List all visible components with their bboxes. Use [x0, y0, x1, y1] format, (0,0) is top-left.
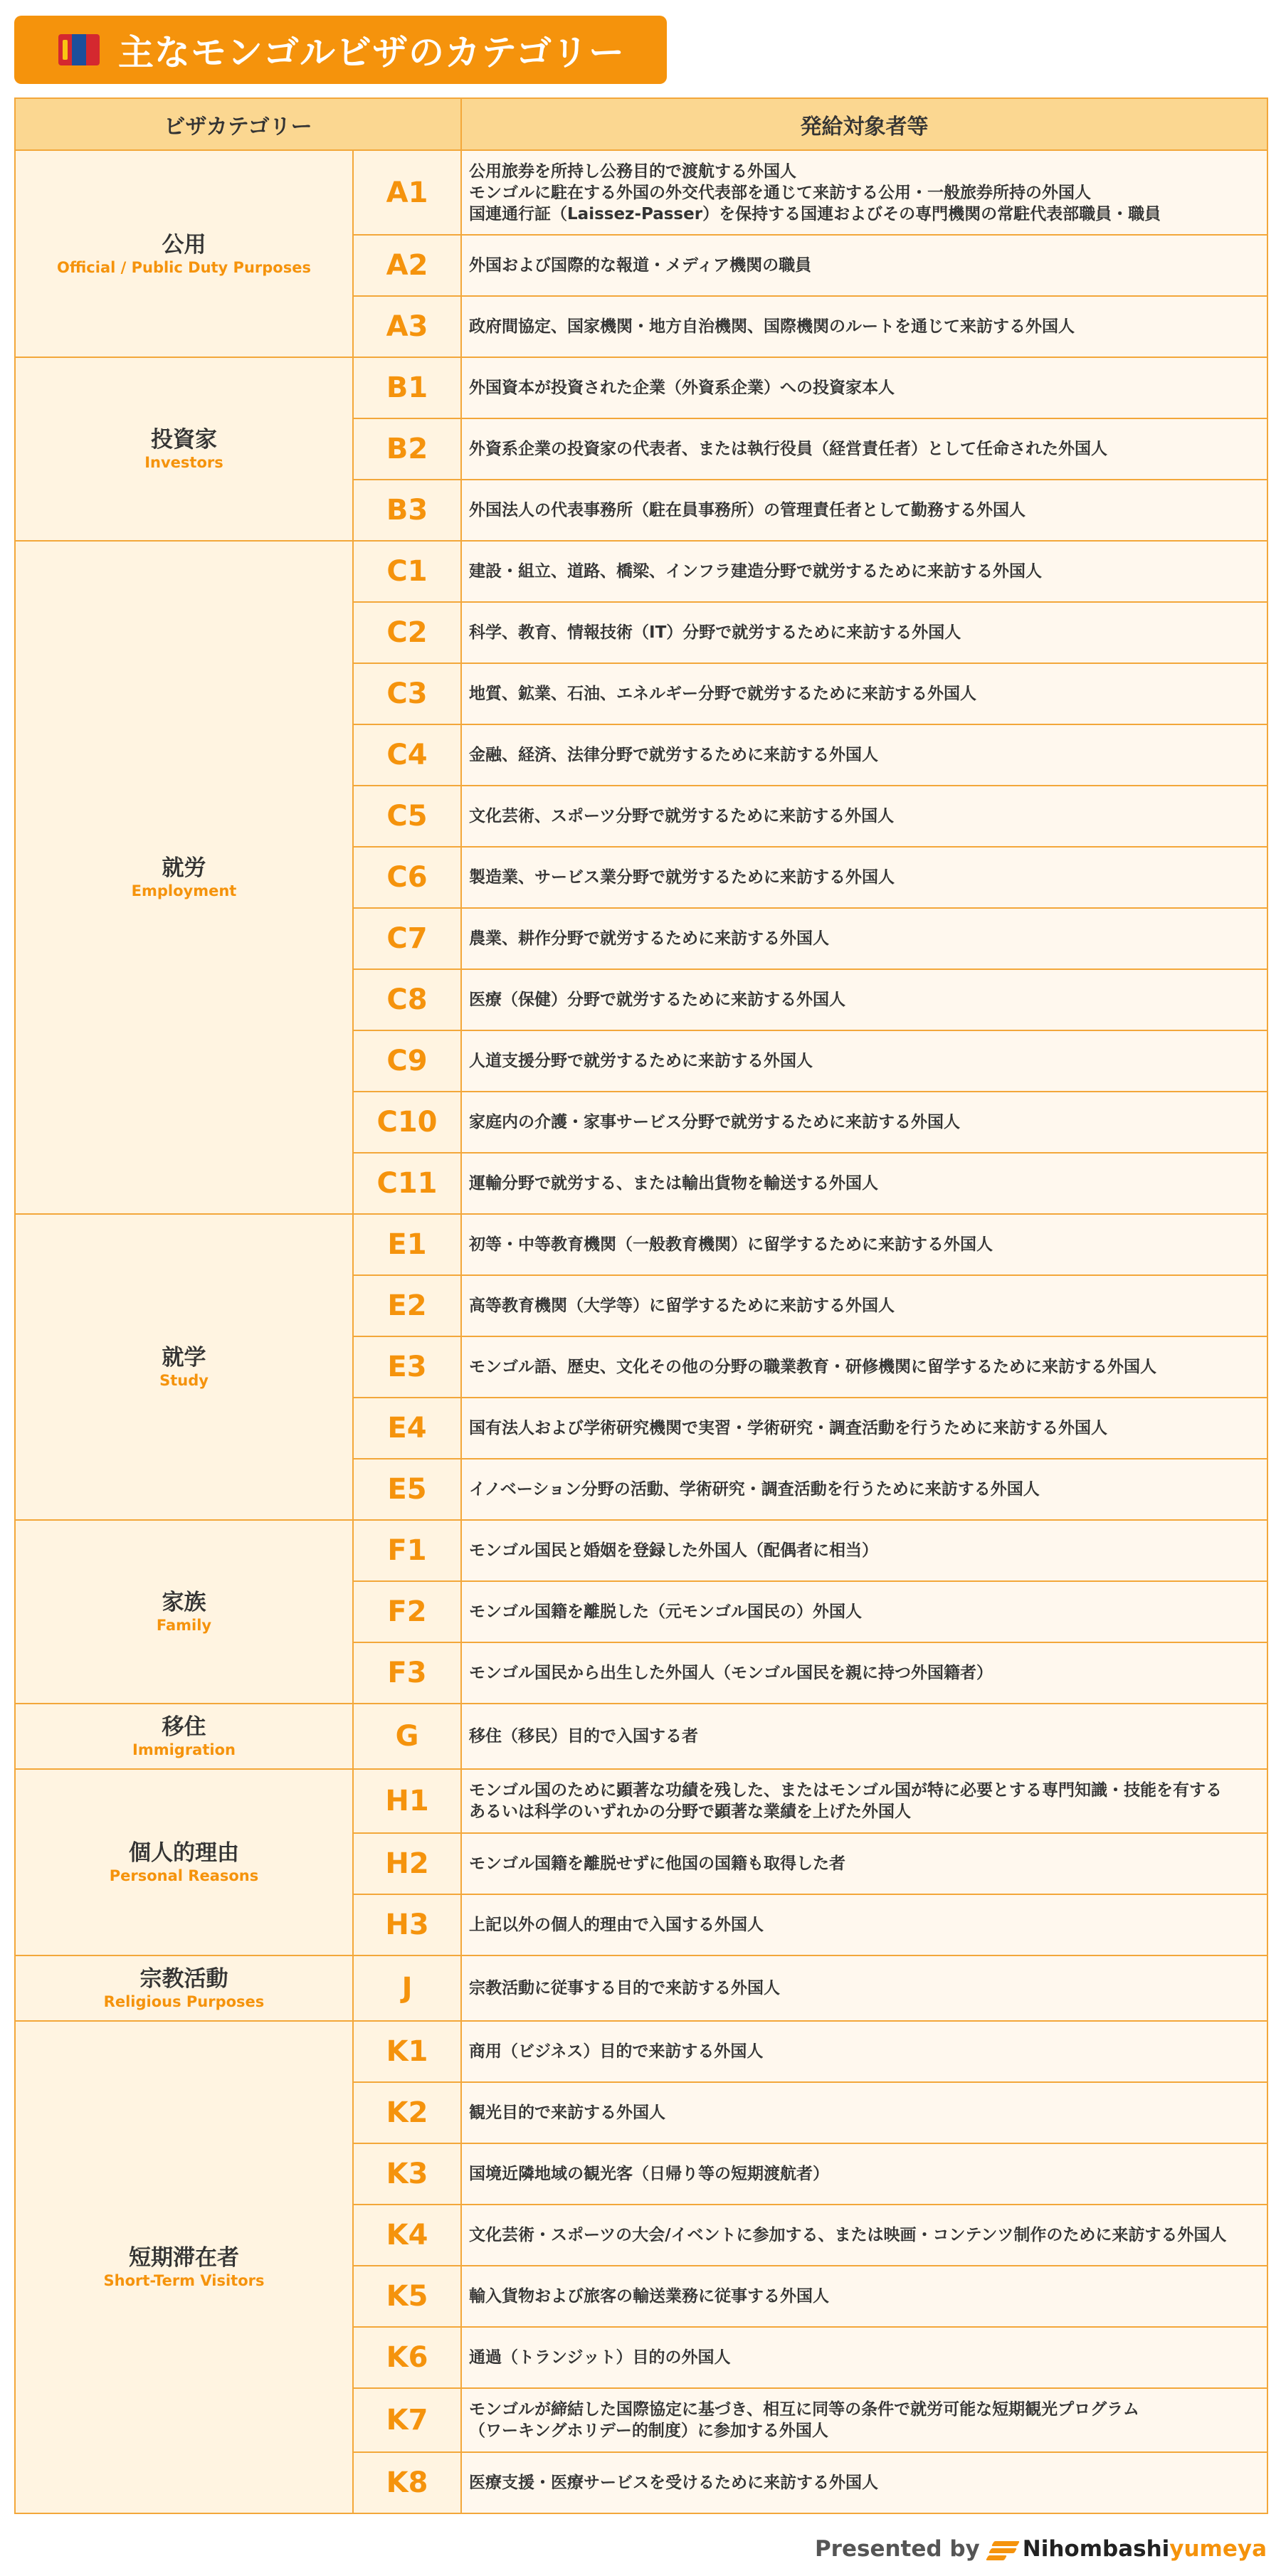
category-name-jp: 就労: [162, 855, 206, 881]
visa-description: 宗教活動に従事する目的で来訪する外国人: [461, 1955, 1267, 2021]
visa-code: C11: [353, 1153, 461, 1214]
visa-description: 農業、耕作分野で就労するために来訪する外国人: [461, 908, 1267, 969]
visa-description: 高等教育機関（大学等）に留学するために来訪する外国人: [461, 1275, 1267, 1336]
category-name-en: Study: [159, 1372, 209, 1389]
page-title: 主なモンゴルビザのカテゴリー: [118, 32, 625, 73]
visa-code: H3: [353, 1894, 461, 1955]
category-name-en: Family: [156, 1617, 212, 1634]
visa-description: 通過（トランジット）目的の外国人: [461, 2327, 1267, 2388]
table-row: [15, 541, 1267, 602]
visa-description: 文化芸術、スポーツ分野で就労するために来訪する外国人: [461, 786, 1267, 847]
visa-code: C9: [353, 1030, 461, 1092]
category-cell: [15, 2021, 353, 2513]
category-name-jp: 短期滞在者: [129, 2245, 239, 2271]
visa-code: E3: [353, 1336, 461, 1398]
visa-code: A1: [353, 150, 461, 235]
visa-code: K7: [353, 2388, 461, 2452]
category-name-jp: 就学: [162, 1345, 206, 1371]
visa-description: モンゴル国籍を離脱せずに他国の国籍も取得した者: [461, 1833, 1267, 1894]
visa-description: 公用旅券を所持し公務目的で渡航する外国人 モンゴルに駐在する外国の外交代表部を通じて来訪する公用・一般旅券所持の外国人 国連通行証（Laissez-Passer）を保持する国連およびその専門機関の常駐代表部職員・職員: [461, 150, 1267, 235]
visa-code: J: [353, 1955, 461, 2021]
category-name-jp: 公用: [162, 231, 206, 258]
visa-description: 家庭内の介護・家事サービス分野で就労するために来訪する外国人: [461, 1092, 1267, 1153]
table-row: [15, 1769, 1267, 1833]
visa-description: 初等・中等教育機関（一般教育機関）に留学するために来訪する外国人: [461, 1214, 1267, 1275]
visa-description: 製造業、サービス業分野で就労するために来訪する外国人: [461, 847, 1267, 908]
visa-code: K1: [353, 2021, 461, 2082]
category-name-jp: 家族: [162, 1590, 206, 1615]
visa-description: モンゴル国民と婚姻を登録した外国人（配偶者に相当）: [461, 1520, 1267, 1581]
visa-code: A2: [353, 235, 461, 296]
table-row: [15, 357, 1267, 418]
visa-code: K5: [353, 2266, 461, 2327]
visa-code: C7: [353, 908, 461, 969]
visa-description: 外国法人の代表事務所（駐在員事務所）の管理責任者として勤務する外国人: [461, 480, 1267, 541]
visa-description: 移住（移民）目的で入国する者: [461, 1704, 1267, 1769]
visa-code: K8: [353, 2452, 461, 2513]
visa-description: 地質、鉱業、石油、エネルギー分野で就労するために来訪する外国人: [461, 663, 1267, 724]
title-banner: [14, 16, 667, 84]
visa-description: 商用（ビジネス）目的で来訪する外国人: [461, 2021, 1267, 2082]
visa-code: C8: [353, 969, 461, 1030]
visa-description: モンゴル国のために顕著な功績を残した、またはモンゴル国が特に必要とする専門知識・技能を有する あるいは科学のいずれかの分野で顕著な業績を上げた外国人: [461, 1769, 1267, 1833]
table-row: [15, 2021, 1267, 2082]
visa-code: C2: [353, 602, 461, 663]
visa-description: 人道支援分野で就労するために来訪する外国人: [461, 1030, 1267, 1092]
visa-code: K3: [353, 2143, 461, 2205]
visa-code: E1: [353, 1214, 461, 1275]
visa-description: 観光目的で来訪する外国人: [461, 2082, 1267, 2143]
visa-description: 外資系企業の投資家の代表者、または執行役員（経営責任者）として任命された外国人: [461, 418, 1267, 480]
category-name-en: Investors: [144, 454, 223, 471]
category-cell: [15, 1214, 353, 1520]
category-name-jp: 投資家: [151, 427, 217, 453]
visa-code: E2: [353, 1275, 461, 1336]
visa-code: C4: [353, 724, 461, 786]
presented-by-text: Presented by: [814, 2536, 980, 2562]
visa-code: K6: [353, 2327, 461, 2388]
visa-description: 政府間協定、国家機関・地方自治機関、国際機関のルートを通じて来訪する外国人: [461, 296, 1267, 357]
footer-credit: [815, 2530, 1267, 2567]
visa-description: モンゴルが締結した国際協定に基づき、相互に同等の条件で就労可能な短期観光プログラム （ワーキングホリデー的制度）に参加する外国人: [461, 2388, 1267, 2452]
visa-code: B3: [353, 480, 461, 541]
category-cell: [15, 541, 353, 1214]
brand-name-part1: Nihombashi: [1022, 2536, 1170, 2562]
visa-description: 外国資本が投資された企業（外資系企業）への投資家本人: [461, 357, 1267, 418]
category-name-en: Employment: [131, 882, 237, 899]
visa-description: モンゴル語、歴史、文化その他の分野の職業教育・研修機関に留学するために来訪する外国人: [461, 1336, 1267, 1398]
visa-description: 運輸分野で就労する、または輸出貨物を輸送する外国人: [461, 1153, 1267, 1214]
visa-description: 金融、経済、法律分野で就労するために来訪する外国人: [461, 724, 1267, 786]
category-name-jp: 移住: [162, 1714, 206, 1740]
category-name-en: Religious Purposes: [103, 1993, 265, 2010]
category-name-en: Immigration: [132, 1741, 236, 1758]
header-category: ビザカテゴリー: [15, 98, 461, 150]
category-cell: [15, 150, 353, 357]
mongolia-flag-icon: [58, 34, 100, 65]
visa-code: B1: [353, 357, 461, 418]
visa-code: K4: [353, 2205, 461, 2266]
table-row: [15, 150, 1267, 235]
visa-code: C1: [353, 541, 461, 602]
visa-description: モンゴル国籍を離脱した（元モンゴル国民の）外国人: [461, 1581, 1267, 1642]
category-name-en: Personal Reasons: [109, 1867, 259, 1884]
category-cell: [15, 1769, 353, 1955]
visa-description: 科学、教育、情報技術（IT）分野で就労するために来訪する外国人: [461, 602, 1267, 663]
category-name-en: Short-Term Visitors: [103, 2272, 265, 2289]
visa-description: 医療支援・医療サービスを受けるために来訪する外国人: [461, 2452, 1267, 2513]
table-row: [15, 1520, 1267, 1581]
nihombashiyumeya-logo-icon: [989, 2537, 1017, 2561]
visa-code: G: [353, 1704, 461, 1769]
category-name-en: Official / Public Duty Purposes: [57, 258, 311, 276]
visa-code: C6: [353, 847, 461, 908]
visa-description: イノベーション分野の活動、学術研究・調査活動を行うために来訪する外国人: [461, 1459, 1267, 1520]
visa-code: H2: [353, 1833, 461, 1894]
brand-name-part2: yumeya: [1169, 2536, 1267, 2562]
visa-description: 国境近隣地域の観光客（日帰り等の短期渡航者）: [461, 2143, 1267, 2205]
table-row: [15, 1214, 1267, 1275]
visa-code: F2: [353, 1581, 461, 1642]
visa-description: 外国および国際的な報道・メディア機関の職員: [461, 235, 1267, 296]
table-row: [15, 1704, 1267, 1769]
visa-code: F1: [353, 1520, 461, 1581]
visa-description: 医療（保健）分野で就労するために来訪する外国人: [461, 969, 1267, 1030]
category-cell: [15, 357, 353, 541]
visa-code: C10: [353, 1092, 461, 1153]
visa-code: C5: [353, 786, 461, 847]
category-cell: [15, 1520, 353, 1704]
visa-code: C3: [353, 663, 461, 724]
category-cell: [15, 1955, 353, 2021]
visa-description: 建設・組立、道路、橋梁、インフラ建造分野で就労するために来訪する外国人: [461, 541, 1267, 602]
visa-code: E4: [353, 1398, 461, 1459]
table-row: [15, 1955, 1267, 2021]
visa-description: 国有法人および学術研究機関で実習・学術研究・調査活動を行うために来訪する外国人: [461, 1398, 1267, 1459]
category-cell: [15, 1704, 353, 1769]
visa-code: K2: [353, 2082, 461, 2143]
header-target: 発給対象者等: [461, 98, 1267, 150]
visa-category-table: [14, 97, 1268, 2514]
category-name-jp: 個人的理由: [129, 1840, 239, 1866]
visa-description: 上記以外の個人的理由で入国する外国人: [461, 1894, 1267, 1955]
visa-code: B2: [353, 418, 461, 480]
category-name-jp: 宗教活動: [139, 1966, 228, 1992]
visa-code: H1: [353, 1769, 461, 1833]
visa-code: F3: [353, 1642, 461, 1704]
visa-description: 輸入貨物および旅客の輸送業務に従事する外国人: [461, 2266, 1267, 2327]
visa-description: 文化芸術・スポーツの大会/イベントに参加する、または映画・コンテンツ制作のために来訪する外国人: [461, 2205, 1267, 2266]
visa-code: E5: [353, 1459, 461, 1520]
visa-code: A3: [353, 296, 461, 357]
visa-description: モンゴル国民から出生した外国人（モンゴル国民を親に持つ外国籍者）: [461, 1642, 1267, 1704]
table-header-row: [15, 98, 1267, 150]
